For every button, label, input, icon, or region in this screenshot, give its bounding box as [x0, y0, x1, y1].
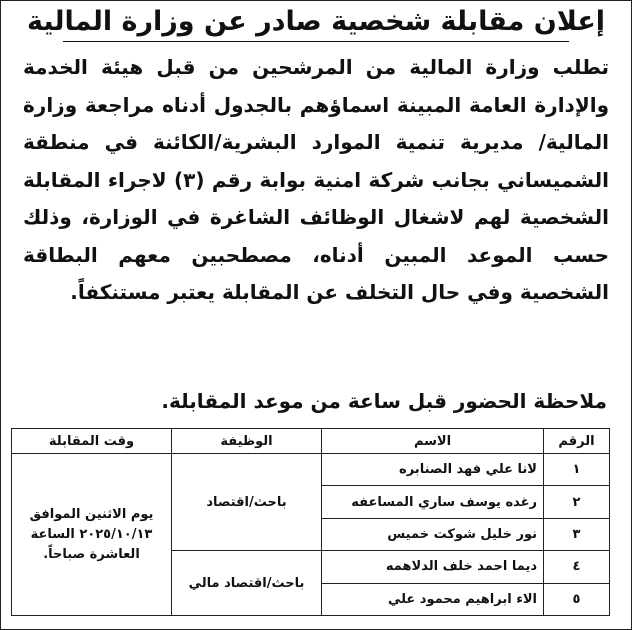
header-job: الوظيفة [172, 429, 322, 454]
row-number: ٣ [544, 518, 610, 550]
job-title: باحث/اقتصاد [172, 454, 322, 551]
table-row [12, 454, 610, 486]
announcement-paragraph: تطلب وزارة المالية من المرشحين من قبل هيئة الخدمة والإدارة العامة المبينة اسماؤهم بالجدول أدناه مراجعة وزارة المالية/ مديرية تنمية الموارد البشرية/الكائنة في منطقة الشميساني بجانب شركة امنية بوابة رقم (٣) لاجراء المقابلة الشخصية لهم لاشغال الوظائف الشاغرة في الوزارة، وذلك حسب الموعد المبين أدناه، مصطحبين معهم البطاقة الشخصية وفي حال التخلف عن المقابلة يعتبر مستنكفاً. [23, 55, 610, 304]
candidate-name: ديما احمد خلف الدلاهمه [322, 551, 544, 583]
candidate-name: لانا علي فهد الصنابره [322, 454, 544, 486]
interview-time-line: العاشرة صباحاً. [43, 546, 140, 562]
header-time: وقت المقابلة [12, 429, 172, 454]
interview-time [12, 454, 172, 616]
attendance-note: ملاحظة الحضور قبل ساعة من موعد المقابلة. [161, 389, 607, 413]
row-number: ٢ [544, 486, 610, 518]
header-number: الرقم [544, 429, 610, 454]
interview-time-line: يوم الاثنين الموافق [29, 506, 154, 522]
candidates-table [11, 428, 610, 616]
row-number: ٤ [544, 551, 610, 583]
header-name: الاسم [322, 429, 544, 454]
title-underline [63, 41, 569, 42]
row-number: ٥ [544, 583, 610, 615]
announcement-title: إعلان مقابلة شخصية صادر عن وزارة المالية [26, 6, 606, 37]
candidate-name: نور خليل شوكت خميس [322, 518, 544, 550]
row-number: ١ [544, 454, 610, 486]
candidate-name: الاء ابراهيم محمود علي [322, 583, 544, 615]
job-title: باحث/اقتصاد مالي [172, 551, 322, 616]
interview-time-line: ٢٠٢٥/١٠/١٣ الساعة [30, 526, 153, 542]
table-header-row [12, 429, 610, 454]
candidate-name: رغده يوسف ساري المساعفه [322, 486, 544, 518]
